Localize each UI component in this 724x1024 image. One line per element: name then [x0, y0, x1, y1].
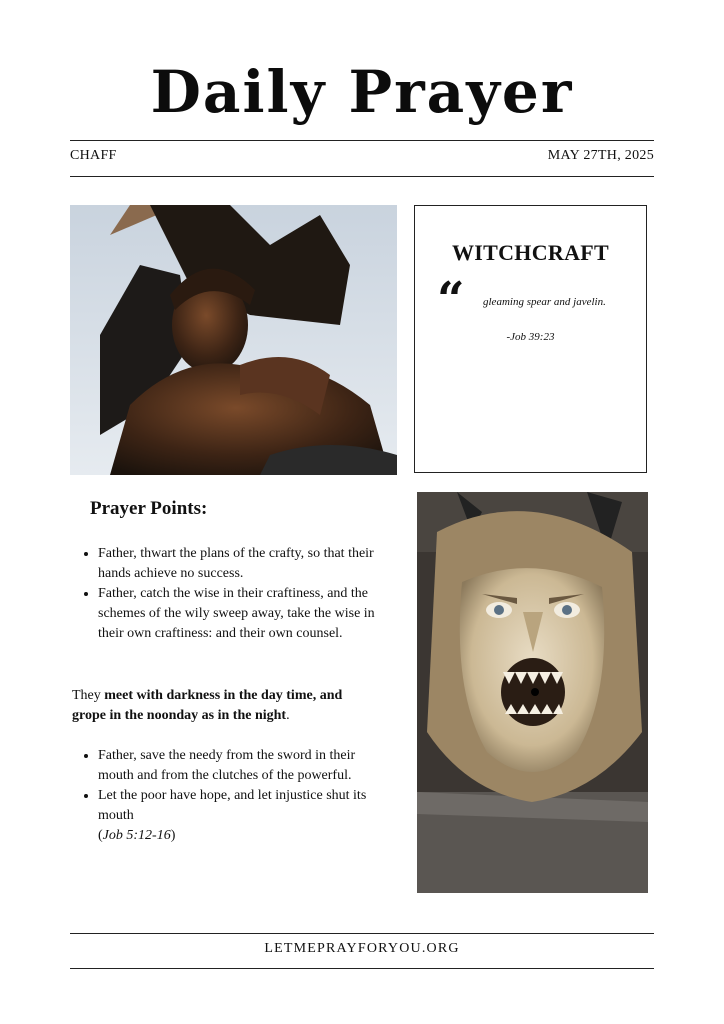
prayer-points-list-a: [82, 544, 388, 644]
prayer-points-heading: Prayer Points:: [90, 498, 208, 519]
citation: [98, 828, 175, 843]
quote-mark-icon: “: [437, 272, 465, 328]
list-item-text: Let the poor have hope, and let injustice shut its mouth: [98, 788, 367, 823]
quote-reference: -Job 39:23: [506, 331, 555, 343]
paragraph-bold: meet with darkness in the day time, and grope in the noonday as in the night: [72, 688, 343, 723]
paragraph-tail: .: [286, 708, 290, 723]
issue-date: MAY 27TH, 2025: [547, 148, 654, 163]
statue-photo: [70, 205, 397, 475]
footer-top-rule: [70, 933, 654, 934]
quote-title: WITCHCRAFT: [451, 240, 609, 265]
scripture-quote-box: [414, 205, 647, 473]
citation-close: ): [170, 828, 176, 843]
scripture-paragraph: [72, 686, 372, 726]
masthead-title: Daily Prayer: [150, 58, 574, 126]
footer-url: LETMEPRAYFORYOU.ORG: [264, 941, 460, 956]
list-item: [98, 786, 378, 846]
carved-mask-photo: [417, 492, 648, 893]
top-rule: [70, 140, 654, 141]
list-item: • Father, catch the wise in their craftiness, and the schemes of the wily sweep away, take the wise in their own craftiness: and their own counsel.: [98, 584, 388, 644]
list-item: • Father, save the needy from the sword in their mouth and from the clutches of the powerful.: [98, 746, 378, 786]
section-label: CHAFF: [70, 148, 117, 163]
citation-ref: Job 5:12-16: [102, 828, 171, 843]
subhead-rule: [70, 176, 654, 177]
footer-bottom-rule: [70, 968, 654, 969]
paragraph-lead: They: [72, 688, 105, 703]
list-item: • Father, thwart the plans of the crafty, so that their hands achieve no success.: [98, 544, 388, 584]
prayer-points-list-b: [82, 746, 378, 846]
quote-text: gleaming spear and javelin.: [483, 296, 606, 308]
citation-open: (: [98, 828, 103, 843]
